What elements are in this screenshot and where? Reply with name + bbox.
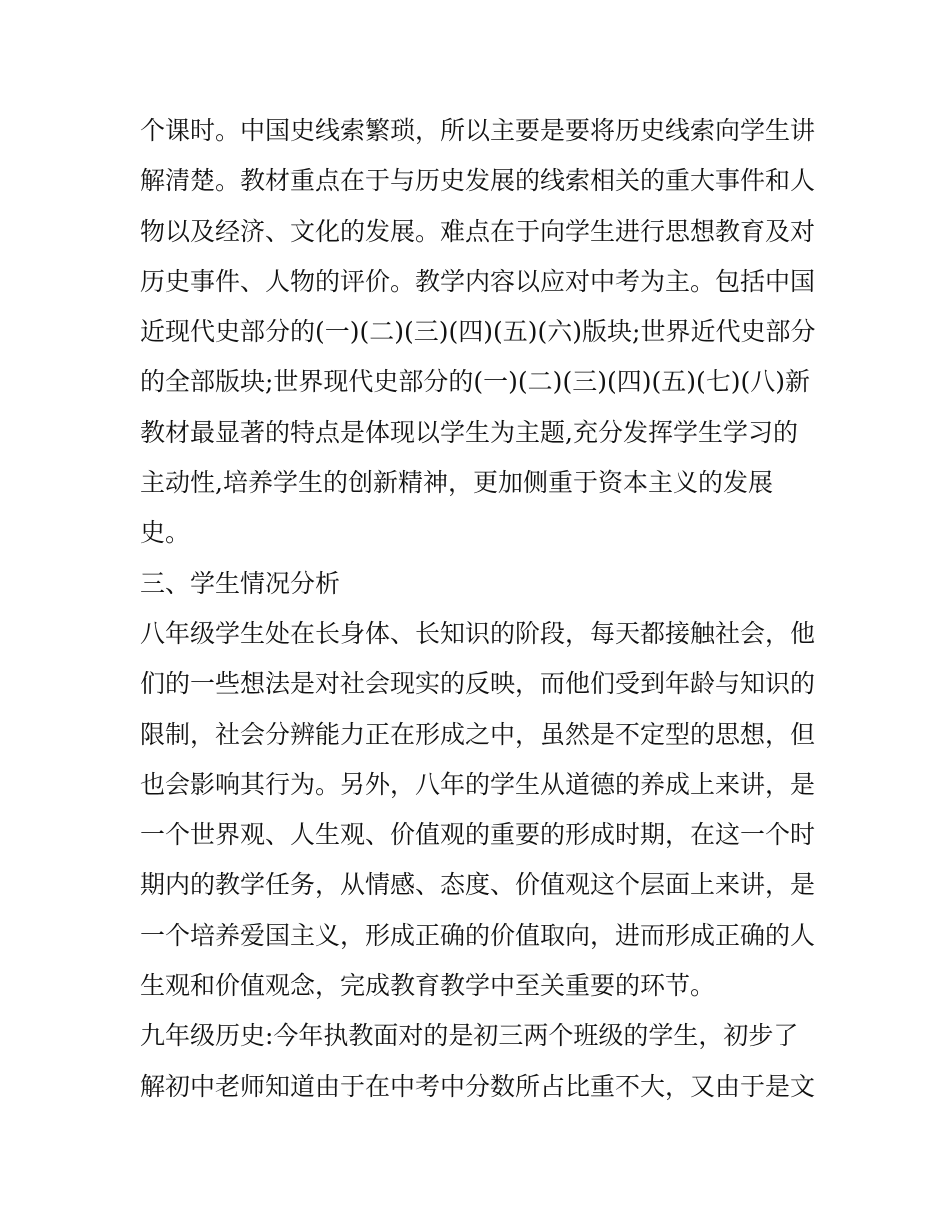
paragraph-line: 近现代史部分的(一)(二)(三)(四)(五)(六)版块;世界近代史部分 bbox=[140, 317, 816, 347]
paragraph-line: 解清楚。教材重点在于与历史发展的线索相关的重大事件和人 bbox=[140, 166, 816, 196]
paragraph-line: 期内的教学任务，从情感、态度、价值观这个层面上来讲，是 bbox=[140, 870, 816, 900]
paragraph-line: 限制，社会分辨能力正在形成之中，虽然是不定型的思想，但 bbox=[140, 719, 816, 749]
paragraph-line: 个课时。中国史线索繁琐，所以主要是要将历史线索向学生讲 bbox=[140, 116, 816, 145]
paragraph-line: 史。 bbox=[140, 518, 191, 548]
paragraph-line: 九年级历史:今年执教面对的是初三两个班级的学生，初步了 bbox=[140, 1021, 799, 1051]
document-body bbox=[140, 106, 820, 1112]
paragraph-line: 物以及经济、文化的发展。难点在于向学生进行思想教育及对 bbox=[140, 216, 816, 246]
paragraph-line: 一个世界观、人生观、价值观的重要的形成时期，在这一个时 bbox=[140, 820, 816, 850]
paragraph-line: 一个培养爱国主义，形成正确的价值取向，进而形成正确的人 bbox=[140, 920, 816, 950]
section-heading: 三、学生情况分析 bbox=[140, 568, 341, 598]
paragraph-line: 生观和价值观念，完成教育教学中至关重要的环节。 bbox=[140, 971, 716, 1001]
paragraph-line: 的全部版块;世界现代史部分的(一)(二)(三)(四)(五)(七)(八)新 bbox=[140, 367, 810, 397]
paragraph-line: 八年级学生处在长身体、长知识的阶段，每天都接触社会，他 bbox=[140, 618, 816, 648]
paragraph-line: 们的一些想法是对社会现实的反映，而他们受到年龄与知识的 bbox=[140, 669, 816, 699]
paragraph-line: 解初中老师知道由于在中考中分数所占比重不大，又由于是文 bbox=[140, 1071, 816, 1101]
paragraph-line: 也会影响其行为。另外，八年的学生从道德的养成上来讲，是 bbox=[140, 769, 816, 799]
paragraph-line: 教材最显著的特点是体现以学生为主题,充分发挥学生学习的 bbox=[140, 417, 798, 447]
paragraph-line: 历史事件、人物的评价。教学内容以应对中考为主。包括中国 bbox=[140, 266, 816, 296]
paragraph-line: 主动性,培养学生的创新精神，更加侧重于资本主义的发展 bbox=[140, 468, 773, 498]
